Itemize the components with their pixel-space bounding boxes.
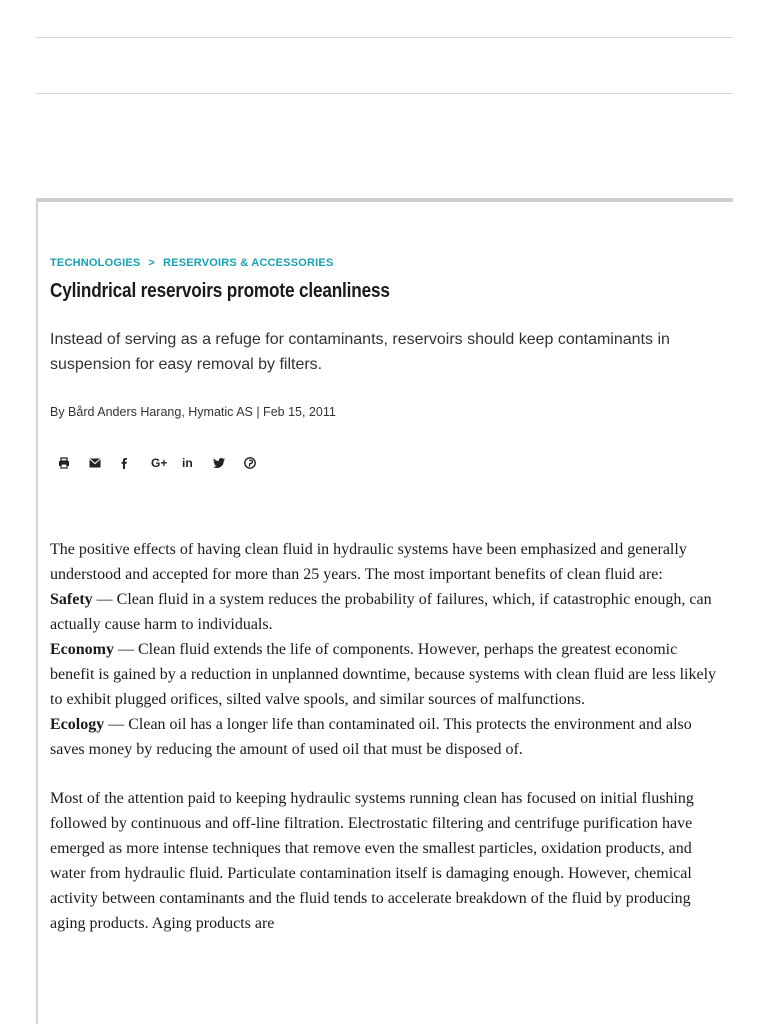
linkedin-icon: in (182, 456, 193, 470)
breadcrumb-reservoirs-accessories[interactable]: RESERVOIRS & ACCESSORIES (163, 257, 334, 269)
benefit-term: Safety (50, 591, 93, 608)
linkedin-button[interactable] (182, 454, 213, 472)
article-subtitle: Instead of serving as a refuge for contaminants, reservoirs should keep contaminants in suspension for easy removal by filters. (50, 331, 670, 373)
article-byline: By Bård Anders Harang, Hymatic AS | Feb 15, 2011 (50, 405, 336, 419)
benefit-term: Economy (50, 641, 114, 658)
intro-text: The positive effects of having clean fluid in hydraulic systems have been emphasized and generally understood and accepted for more than 25 years. The most important benefits of clean fluid are: (50, 541, 687, 583)
pinterest-button[interactable] (244, 454, 275, 472)
article-container (36, 198, 733, 1024)
facebook-icon (120, 457, 128, 469)
pinterest-icon (244, 457, 256, 469)
email-button[interactable] (89, 454, 120, 472)
benefit-term: Ecology (50, 716, 105, 733)
breadcrumb-technologies[interactable]: TECHNOLOGIES (50, 257, 141, 269)
google-plus-icon: G+ (151, 456, 168, 470)
article-body (50, 537, 718, 960)
top-divider (36, 37, 733, 38)
benefit-text: — Clean oil has a longer life than contaminated oil. This protects the environment and also saves money by reducing the amount of used oil that must be disposed of. (50, 716, 692, 758)
breadcrumb-separator: > (148, 257, 156, 269)
google-plus-button[interactable] (151, 454, 182, 472)
benefit-text: — Clean fluid in a system reduces the probability of failures, which, if catastrophic enough, can actually cause harm to individuals. (50, 591, 712, 633)
print-icon (58, 457, 70, 469)
facebook-button[interactable] (120, 454, 151, 472)
share-toolbar (58, 454, 275, 472)
article-paragraph: Most of the attention paid to keeping hydraulic systems running clean has focused on initial flushing followed by continuous and off-line filtration. Electrostatic filtering and centrifuge purification have emerged as more intense techniques that remove even the smallest particles, oxidation products, and water from hydraulic fluid. Particulate contamination itself is damaging enough. However, chemical activity between contaminants and the fluid tends to accelerate breakdown of the fluid by producing aging products. Aging products are (50, 790, 694, 932)
print-button[interactable] (58, 454, 89, 472)
page-title: Cylindrical reservoirs promote cleanliness (50, 280, 390, 302)
article-paragraph (50, 537, 718, 762)
breadcrumb (50, 257, 333, 269)
twitter-icon (213, 458, 225, 468)
header-divider (36, 93, 733, 94)
benefit-text: — Clean fluid extends the life of components. However, perhaps the greatest economic benefit is gained by a reduction in unplanned downtime, because systems with clean fluid are less likely to exhibit plugged orifices, silted valve spools, and similar sources of malfunctions. (50, 641, 717, 708)
twitter-button[interactable] (213, 454, 244, 472)
email-icon (89, 458, 101, 468)
